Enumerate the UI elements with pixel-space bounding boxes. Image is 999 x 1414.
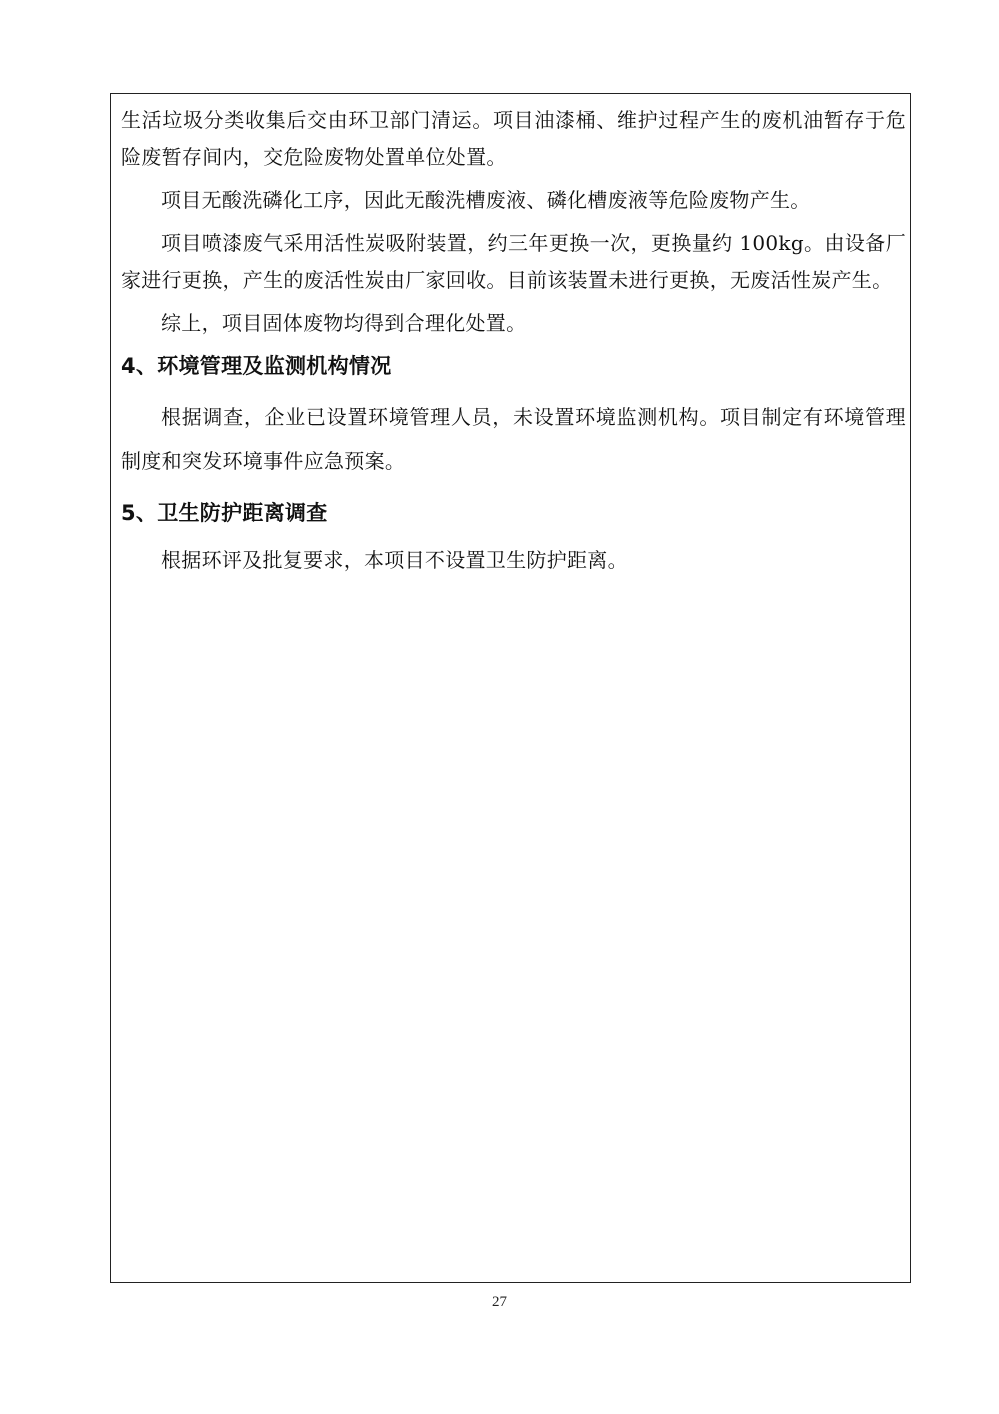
paragraph-no-pickling: 项目无酸洗磷化工序，因此无酸洗槽废液、磷化槽废液等危险废物产生。 (161, 188, 811, 212)
paragraph-protection-distance: 根据环评及批复要求，本项目不设置卫生防护距离。 (161, 548, 628, 572)
paragraph-activated-carbon: 项目喷漆废气采用活性炭吸附装置，约三年更换一次，更换量约 100kg。由设备厂家进行更换，产生的废活性炭由厂家回收。目前该装置未进行更换，无废活性炭产生。 (121, 231, 906, 292)
section-heading-protection-distance: 5、卫生防护距离调查 (121, 501, 328, 525)
document-frame (110, 93, 911, 1283)
page-number: 27 (492, 1294, 507, 1310)
paragraph-summary: 综上，项目固体废物均得到合理化处置。 (161, 311, 527, 335)
paragraph-waste-continuation: 生活垃圾分类收集后交由环卫部门清运。项目油漆桶、维护过程产生的废机油暂存于危险废暂存间内，交危险废物处置单位处置。 (121, 108, 906, 169)
section-heading-environment-management: 4、环境管理及监测机构情况 (121, 354, 392, 378)
paragraph-environment-management: 根据调查，企业已设置环境管理人员，未设置环境监测机构。项目制定有环境管理制度和突发环境事件应急预案。 (121, 405, 906, 473)
document-content (121, 102, 906, 579)
